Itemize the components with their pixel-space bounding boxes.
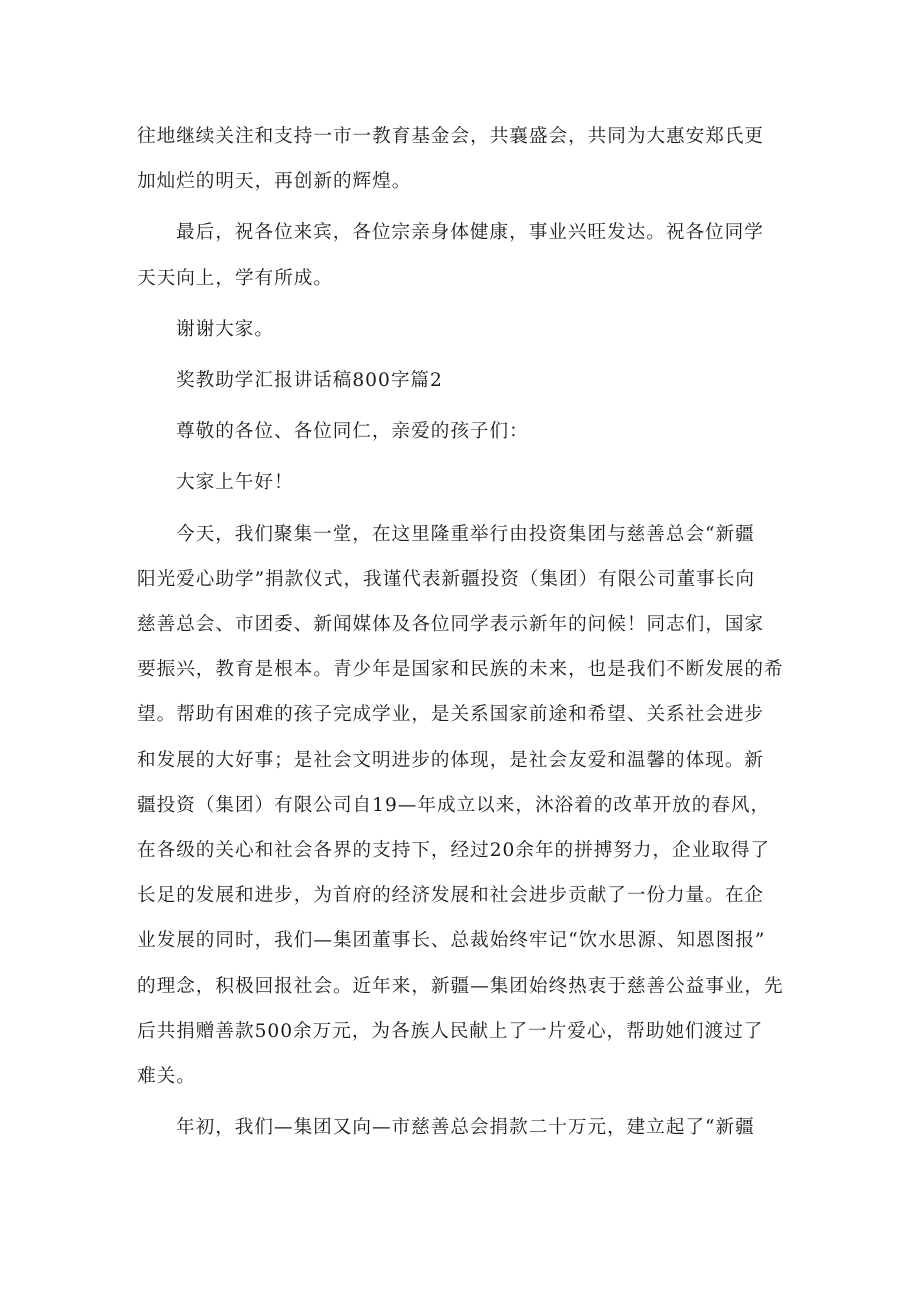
text-line: 阳光爱心助学”捐款仪式，我谨代表新疆投资（集团）有限公司董事长向 — [137, 568, 755, 590]
text-line: 在各级的关心和社会各界的支持下，经过20余年的拼搏努力，企业取得了 — [137, 840, 771, 862]
text-line: 业发展的同时，我们—集团董事长、总裁始终牢记“饮水思源、知恩图报” — [137, 930, 766, 952]
text-line: 天天向上，学有所成。 — [137, 267, 333, 289]
paragraph-year-start-donation — [137, 1105, 797, 1150]
paragraph-greeting — [137, 460, 797, 505]
text-line: 谢谢大家。 — [176, 318, 274, 340]
text-line: 往地继续关注和支持一市一教育基金会，共襄盛会，共同为大惠安郑氏更 — [137, 126, 765, 147]
section-title: 奖教助学汇报讲话稿800字篇2 — [176, 370, 443, 392]
text-line: 尊敬的各位、各位同仁，亲爱的孩子们： — [176, 421, 529, 443]
text-line: 大家上午好！ — [176, 472, 294, 494]
text-line: 加灿烂的明天，再创新的辉煌。 — [137, 171, 412, 193]
text-line: 年初，我们—集团又向—市慈善总会捐款二十万元，建立起了“新疆 — [176, 1117, 755, 1139]
text-line: 要振兴，教育是根本。青少年是国家和民族的未来，也是我们不断发展的希 — [137, 659, 784, 681]
section-heading — [137, 358, 797, 403]
text-line: 和发展的大好事；是社会文明进步的体现，是社会友爱和温馨的体现。新 — [137, 749, 765, 771]
text-line: 后共捐赠善款500余万元，为各族人民献上了一片爱心，帮助她们渡过了 — [137, 1020, 764, 1042]
text-line: 慈善总会、市团委、新闻媒体及各位同学表示新年的问候！同志们，国家 — [137, 614, 765, 636]
paragraph-salutation — [137, 409, 797, 454]
text-line: 疆投资（集团）有限公司自19—年成立以来，沐浴着的改革开放的春风， — [137, 794, 771, 816]
paragraph-final-blessing — [137, 210, 797, 300]
paragraph-main-speech — [137, 512, 797, 1100]
text-line: 最后，祝各位来宾，各位宗亲身体健康，事业兴旺发达。祝各位同学 — [176, 222, 764, 244]
text-line: 今天，我们聚集一堂，在这里隆重举行由投资集团与慈善总会“新疆 — [176, 523, 755, 545]
text-line: 长足的发展和进步，为首府的经济发展和社会进步贡献了一份力量。在企 — [137, 885, 765, 907]
paragraph-closing-wish-foundation — [137, 114, 797, 204]
text-line: 难关。 — [137, 1066, 196, 1088]
document-body — [137, 114, 797, 1150]
text-line: 的理念，积极回报社会。近年来，新疆—集团始终热衷于慈善公益事业，先 — [137, 975, 784, 997]
text-line: 望。帮助有困难的孩子完成学业，是关系国家前途和希望、关系社会进步 — [137, 704, 765, 726]
paragraph-thanks — [137, 307, 797, 352]
